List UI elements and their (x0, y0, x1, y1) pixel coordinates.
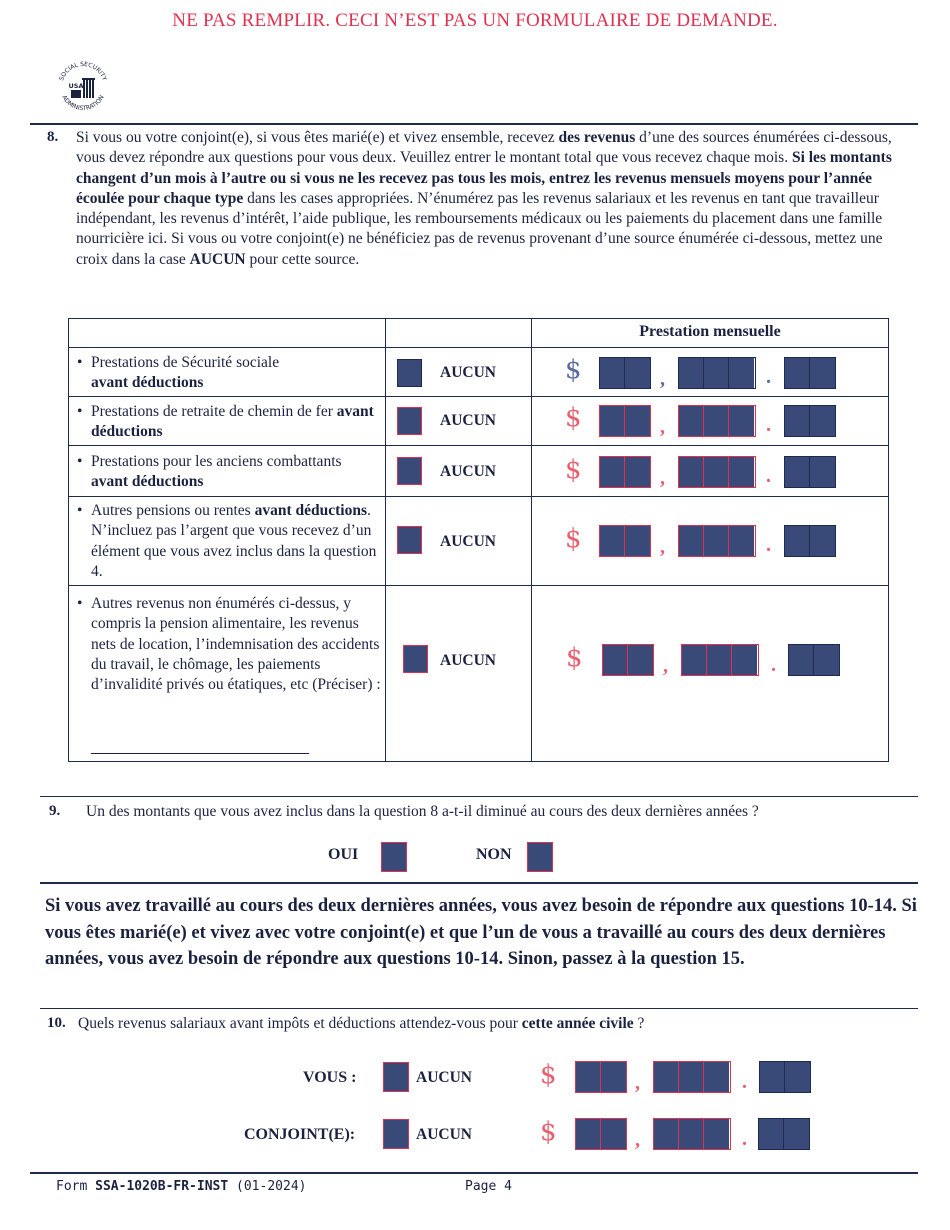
rr-period: . (766, 414, 771, 436)
va-amount-units[interactable] (678, 456, 756, 488)
va-period: . (766, 465, 771, 487)
ss-amount-cents[interactable] (784, 357, 836, 389)
q8-part1: Si vous ou votre conjoint(e), si vous êtes marié(e) et vivez ensemble, recevez (76, 129, 559, 146)
row-railroad-retirement: • Prestations de retraite de chemin de fer avant déductions (77, 403, 374, 441)
q10-you-amount-units[interactable] (653, 1061, 731, 1093)
pension-none-checkbox[interactable] (397, 526, 422, 554)
footer-page-number: Page 4 (465, 1179, 512, 1194)
rr-none-checkbox[interactable] (397, 407, 422, 435)
va-none-checkbox[interactable] (397, 457, 422, 485)
q9-yes-checkbox[interactable] (381, 842, 407, 872)
pension-dollar-sign: $ (565, 524, 582, 554)
footer-rule (30, 1172, 918, 1174)
q9-no-checkbox[interactable] (527, 842, 553, 872)
q8-part1-bold: des revenus (558, 129, 636, 146)
pension-amount-units[interactable] (678, 525, 756, 557)
va-dollar-sign: $ (565, 455, 582, 485)
q8-part2-bold: Si les montants changent d’un mois à l’autre ou si vous ne les recevez pas tous les mois, entrez les revenus mensuels moyens pour l’année écoulée pour chaque type (76, 149, 892, 207)
row-social-security: • Prestations de Sécurité sociale avant déductions (77, 354, 280, 392)
pension-amount-thousands[interactable] (599, 525, 651, 557)
q10-spouse-comma: , (635, 1129, 640, 1151)
work-instruction: Si vous avez travaillé au cours des deux dernières années, vous avez besoin de répondre aux questions 10-14. Si vous êtes marié(e) et vivez avec votre conjoint(e) et que l’un de vous a travaillé au cours des deux dernières années, vous avez besoin de répondre aux questions 10-14. Sinon, passez à la question 15. (45, 896, 917, 969)
other-amount-units[interactable] (681, 644, 759, 676)
instruction-top-rule (40, 882, 918, 884)
pension-comma: , (660, 536, 665, 558)
q10-you-none-label: AUCUN (416, 1069, 472, 1086)
q9-text: Un des montants que vous avez inclus dans la question 8 a-t-il diminué au cours des deux dernières années ? (86, 803, 759, 820)
ss-comma: , (660, 368, 665, 390)
rr-comma: , (660, 416, 665, 438)
ss-none-checkbox[interactable] (397, 359, 422, 387)
q9-yes-label: OUI (328, 846, 359, 863)
q10-you-none-checkbox[interactable] (383, 1062, 409, 1092)
footer-form-id: Form SSA-1020B-FR-INST (01-2024) (56, 1179, 307, 1194)
ss-period: . (766, 366, 771, 388)
va-amount-thousands[interactable] (599, 456, 651, 488)
top-rule (30, 123, 918, 125)
rr-amount-cents[interactable] (784, 405, 836, 437)
ssa-logo (54, 58, 112, 116)
ss-amount-thousands[interactable] (599, 357, 651, 389)
logo-top-text: SOCIAL SECURITY (58, 60, 108, 82)
rr-none-label: AUCUN (440, 412, 496, 429)
q9-no-label: NON (476, 846, 512, 863)
pension-none-label: AUCUN (440, 533, 496, 550)
q8-text (76, 128, 916, 270)
table-header-amount: Prestation mensuelle (639, 323, 781, 340)
q10-spouse-label: CONJOINT(E): (244, 1126, 356, 1143)
q10-you-amount-cents[interactable] (759, 1061, 811, 1093)
other-dollar-sign: $ (566, 643, 583, 673)
logo-bottom-text: ADMINISTRATION (60, 94, 106, 113)
ssa-seal-icon (54, 58, 112, 116)
q10-spouse-amount-cents[interactable] (758, 1118, 810, 1150)
q8-number: 8. (47, 129, 59, 145)
other-comma: , (663, 655, 668, 677)
specify-line[interactable] (91, 753, 309, 754)
pension-amount-cents[interactable] (784, 525, 836, 557)
rr-dollar-sign: $ (565, 403, 582, 433)
va-amount-cents[interactable] (784, 456, 836, 488)
q10-you-comma: , (635, 1072, 640, 1094)
q10-spouse-amount-units[interactable] (653, 1118, 731, 1150)
va-comma: , (660, 467, 665, 489)
q10-spouse-none-checkbox[interactable] (383, 1119, 409, 1149)
q10-text: Quels revenus salariaux avant impôts et déductions attendez-vous pour cette année civile ? (78, 1015, 645, 1032)
ss-none-label: AUCUN (440, 364, 496, 381)
q10-spouse-dollar-sign: $ (540, 1117, 557, 1147)
q9-number: 9. (49, 803, 61, 819)
logo-center-text: USA (68, 82, 84, 90)
q10-you-amount-thousands[interactable] (575, 1061, 627, 1093)
other-amount-cents[interactable] (788, 644, 840, 676)
other-none-checkbox[interactable] (403, 645, 428, 673)
q8-part3-bold: AUCUN (189, 250, 246, 268)
q10-you-period: . (742, 1071, 747, 1093)
row-veterans-benefits: • Prestations pour les anciens combattants avant déductions (77, 453, 342, 491)
rr-amount-units[interactable] (678, 405, 756, 437)
q10-you-label: VOUS : (303, 1069, 357, 1086)
other-period: . (771, 654, 776, 676)
do-not-fill-banner: NE PAS REMPLIR. CECI N’EST PAS UN FORMULAIRE DE DEMANDE. (172, 10, 778, 31)
pension-period: . (766, 534, 771, 556)
rr-amount-thousands[interactable] (599, 405, 651, 437)
q10-rule (40, 1008, 918, 1009)
va-none-label: AUCUN (440, 463, 496, 480)
q10-spouse-amount-thousands[interactable] (575, 1118, 627, 1150)
q10-number: 10. (47, 1015, 66, 1031)
q8-part4: pour cette source. (245, 250, 360, 268)
row-other-pensions: • Autres pensions ou rentes avant déductions. N’incluez pas l’argent que vous recevez d’un élément que vous avez inclus dans la question 4. (77, 502, 377, 580)
q9-rule (40, 796, 918, 797)
q10-you-dollar-sign: $ (540, 1060, 557, 1090)
row-other-income: • Autres revenus non énumérés ci-dessus, y compris la pension alimentaire, les revenus nets de location, l’indemnisation des accidents du travail, le chômage, les paiements d’invalidité privés ou étatiques, etc (Préciser) : (77, 595, 381, 694)
q10-spouse-period: . (742, 1128, 747, 1150)
q8-part3: dans les cases appropriées. N’énumérez pas les revenus salariaux et les revenus en tant que travailleur indépendant, les revenus d’intérêt, l’aide publique, les remboursements médicaux ou les paiements du placement dans une famille nourricière ici. Si vous ou votre conjoint(e) ne bénéficiez pas de revenus provenant d’une source énumérée ci-dessous, mettez une croix dans la case (76, 189, 883, 268)
q8-part2: d’une des sources énumérées ci-dessous, vous devez répondre aux questions pour vous deux. Veuillez entrer le montant total que vous recevez chaque mois. (76, 129, 892, 167)
q10-spouse-none-label: AUCUN (416, 1126, 472, 1143)
ss-amount-units[interactable] (678, 357, 756, 389)
other-amount-thousands[interactable] (602, 644, 654, 676)
other-none-label: AUCUN (440, 652, 496, 669)
ss-dollar-sign: $ (565, 355, 582, 385)
